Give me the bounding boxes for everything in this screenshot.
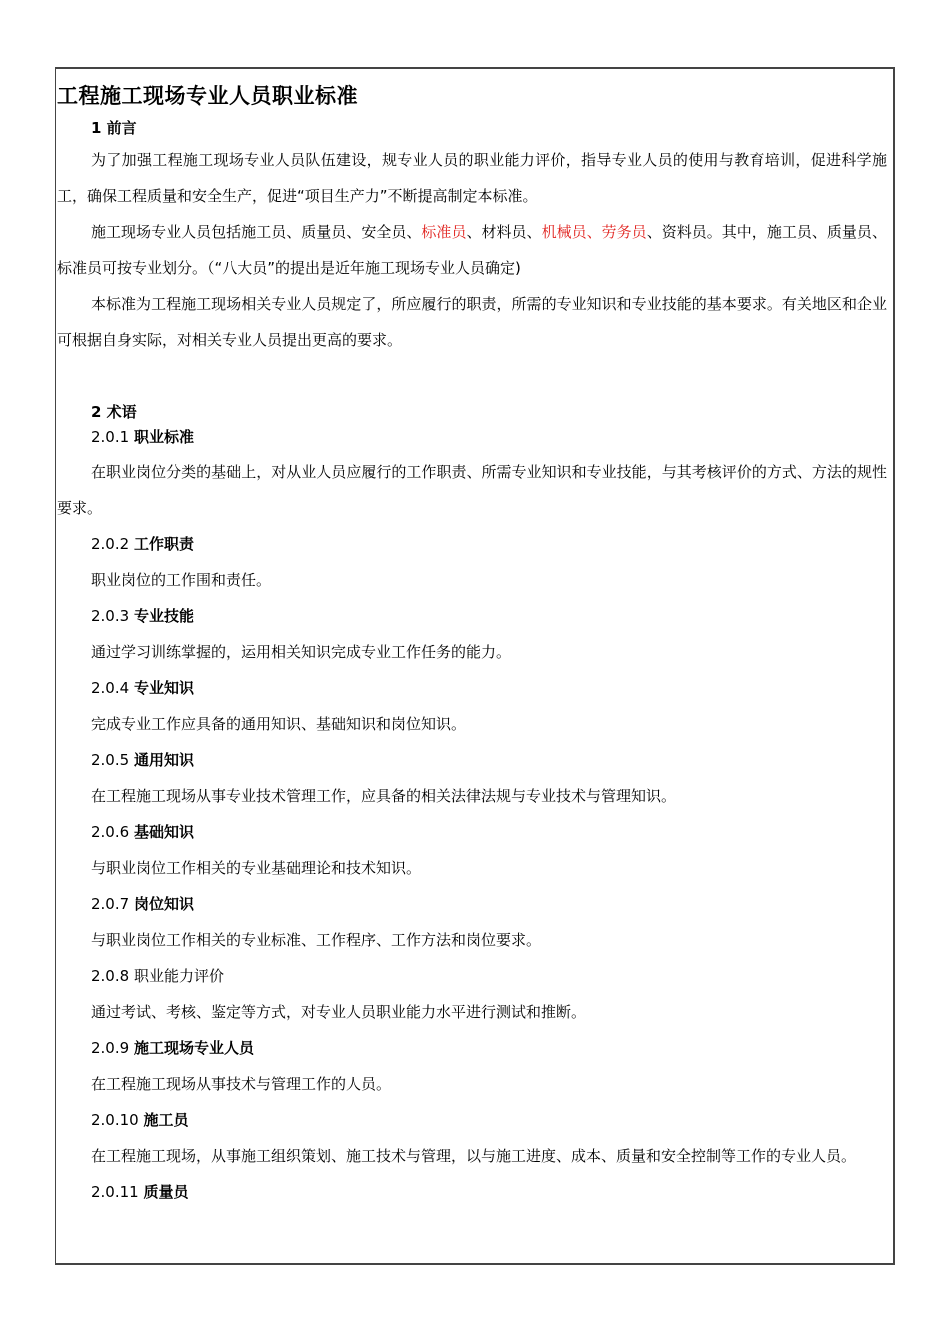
term-name: 职业能力评价	[133, 967, 224, 985]
preface-paragraph-1: 为了加强工程施工现场专业人员队伍建设，规专业人员的职业能力评价，指导专业人员的使用与教育培训，促进科学施工，确保工程质量和安全生产，促进“项目生产力”不断提高制定本标准。	[57, 151, 887, 205]
term-definition: 完成专业工作应具备的通用知识、基础知识和岗位知识。	[91, 715, 467, 733]
term-name: 专业技能	[133, 607, 194, 625]
term-definition: 通过学习训练掌握的，运用相关知识完成专业工作任务的能力。	[91, 643, 512, 661]
term-name: 工作职责	[133, 535, 194, 553]
term-number: 2.0.7	[91, 895, 134, 913]
term-definition: 与职业岗位工作相关的专业基础理论和技术知识。	[91, 859, 422, 877]
section-heading-preface: 1 前言	[91, 119, 137, 137]
term-heading	[57, 670, 887, 706]
document-body	[57, 78, 887, 1210]
term-heading	[57, 1174, 887, 1210]
term-heading	[57, 814, 887, 850]
term-definition: 在工程施工现场从事专业技术管理工作，应具备的相关法律法规与专业技术与管理知识。	[91, 787, 677, 805]
term-heading	[57, 958, 887, 994]
term-name: 质量员	[143, 1183, 189, 1201]
highlighted-text: 机械员、劳务员	[541, 223, 647, 241]
term-heading	[57, 742, 887, 778]
highlighted-text: 标准员	[421, 223, 467, 241]
term-number: 2.0.9	[91, 1039, 134, 1057]
term-definition: 职业岗位的工作围和责任。	[91, 571, 272, 589]
term-number: 2.0.2	[91, 535, 134, 553]
document-title: 工程施工现场专业人员职业标准	[57, 84, 358, 108]
term-number: 2.0.3	[91, 607, 134, 625]
term-heading	[57, 598, 887, 634]
term-definition: 在工程施工现场，从事施工组织策划、施工技术与管理，以与施工进度、成本、质量和安全控制等工作的专业人员。	[91, 1147, 857, 1165]
term-heading	[57, 886, 887, 922]
term-number: 2.0.8	[91, 967, 134, 985]
term-name: 专业知识	[133, 679, 194, 697]
term-name: 岗位知识	[133, 895, 194, 913]
term-name: 施工现场专业人员	[133, 1039, 254, 1057]
preface-paragraph-2	[57, 214, 887, 286]
term-definition: 通过考试、考核、鉴定等方式，对专业人员职业能力水平进行测试和推断。	[91, 1003, 587, 1021]
term-heading	[57, 1102, 887, 1138]
term-number: 2.0.11	[91, 1183, 144, 1201]
term-definition: 在工程施工现场从事技术与管理工作的人员。	[91, 1075, 392, 1093]
term-number: 2.0.6	[91, 823, 134, 841]
term-heading	[57, 426, 887, 448]
term-number: 2.0.1	[91, 428, 134, 446]
section-heading-terms: 2 术语	[91, 403, 137, 421]
term-name: 基础知识	[133, 823, 194, 841]
term-heading	[57, 1030, 887, 1066]
text-segment: 、材料员、	[466, 223, 542, 241]
term-number: 2.0.10	[91, 1111, 144, 1129]
term-number: 2.0.4	[91, 679, 134, 697]
term-heading	[57, 526, 887, 562]
text-segment: 、资料员。其中，施工员、质量员、标准员可按专业划分。（“八大员”的提出是近年施工现场专业人员确定)	[57, 223, 887, 277]
text-segment: 施工现场专业人员包括施工员、质量员、安全员、	[91, 223, 422, 241]
term-definition: 与职业岗位工作相关的专业标准、工作程序、工作方法和岗位要求。	[91, 931, 542, 949]
preface-paragraph-3: 本标准为工程施工现场相关专业人员规定了，所应履行的职责，所需的专业知识和专业技能的基本要求。有关地区和企业可根据自身实际，对相关专业人员提出更高的要求。	[57, 295, 887, 349]
term-number: 2.0.5	[91, 751, 134, 769]
term-name: 通用知识	[133, 751, 194, 769]
spacer	[57, 358, 887, 398]
term-name: 施工员	[143, 1111, 189, 1129]
term-name: 职业标准	[133, 428, 194, 446]
term-definition: 在职业岗位分类的基础上，对从业人员应履行的工作职责、所需专业知识和专业技能，与其考核评价的方式、方法的规性要求。	[57, 463, 887, 517]
